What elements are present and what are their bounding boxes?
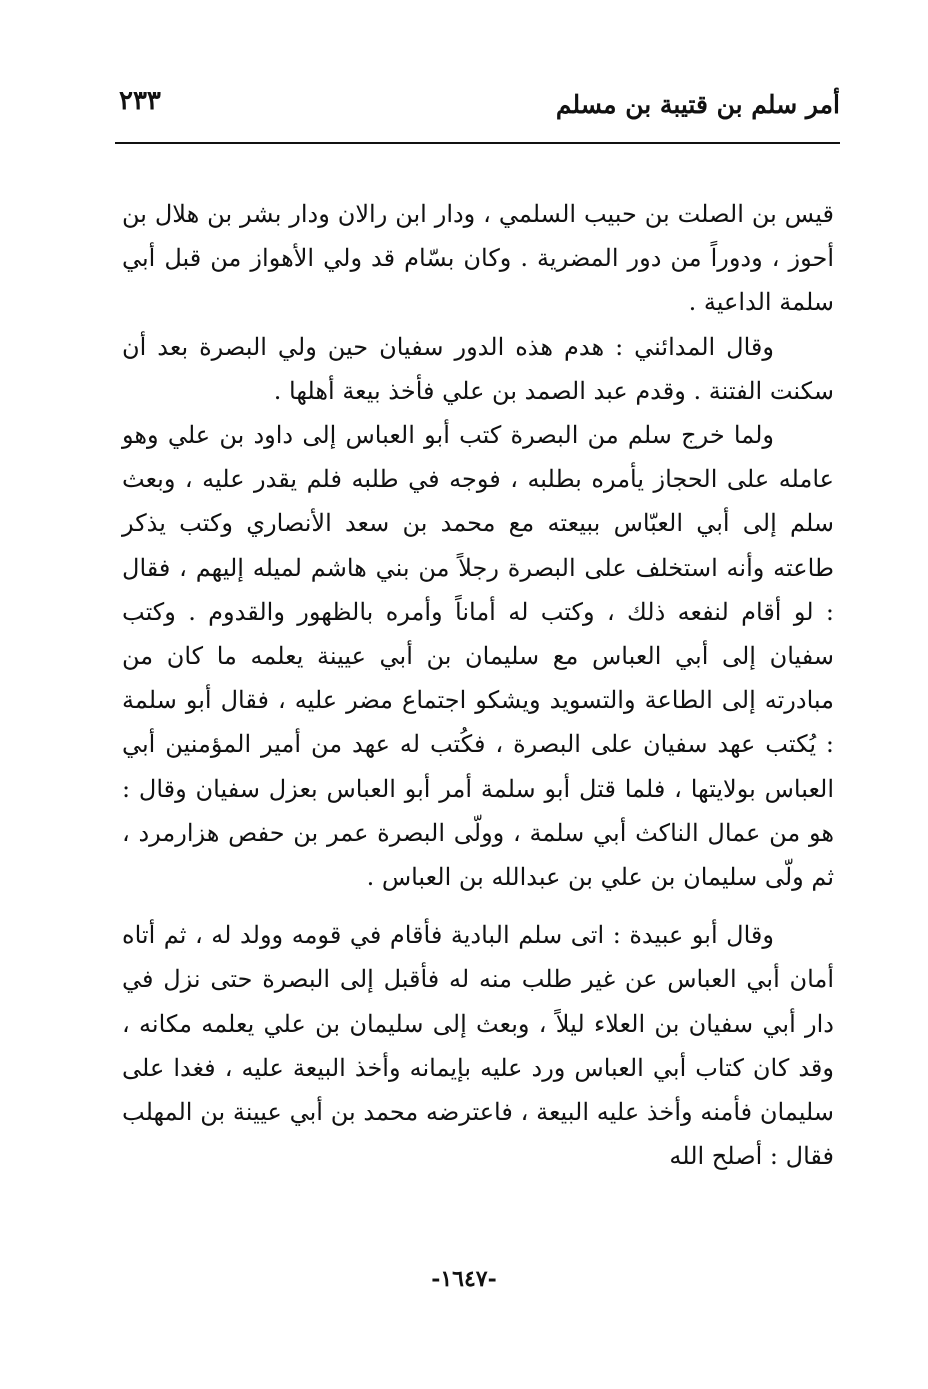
body-text xyxy=(122,192,834,1178)
running-header xyxy=(115,84,840,144)
paragraph: ولما خرج سلم من البصرة كتب أبو العباس إلى داود بن علي وهو عامله على الحجاز يأمره بطلبه ، فوجه في طلبه فلم يقدر عليه ، وبعث سلم إلى أبي العبّاس ببيعته مع محمد بن سعد الأنصاري وكتب يذكر طاعته وأنه استخلف على البصرة رجلاً من بني هاشم لميله إليهم ، فقال : لو أقام لنفعه ذلك ، وكتب له أماناً وأمره بالظهور والقدوم . وكتب سفيان إلى أبي العباس مع سليمان بن أبي عيينة يعلمه ما كان من مبادرته إلى الطاعة والتسويد ويشكو اجتماع مضر عليه ، فقال أبو سلمة : يُكتب عهد سفيان على البصرة ، فكُتب له عهد من أمير المؤمنين أبي العباس بولايتها ، فلما قتل أبو سلمة أمر أبو العباس بعزل سفيان وقال : هو من عمال الناكث أبي سلمة ، وولّى البصرة عمر بن حفص هزارمرد ، ثم ولّى سليمان بن علي بن عبدالله بن العباس . xyxy=(122,421,835,892)
paragraph: قيس بن الصلت بن حبيب السلمي ، ودار ابن رالان ودار بشر بن هلال بن أحوز ، ودوراً من دور المضرية . وكان بسّام قد ولي الأهواز من قبل أبي سلمة الداعية . xyxy=(122,200,834,317)
header-rule xyxy=(115,142,840,144)
paragraph: وقال أبو عبيدة : اتى سلم البادية فأقام في قومه وولد له ، ثم أتاه أمان أبي العباس عن غير طلب منه له فأقبل إلى البصرة حتى نزل في دار أبي سفيان بن العلاء ليلاً ، وبعث إلى سليمان بن علي يعلمه مكانه ، وقد كان كتاب أبي العباس ورد عليه بإيمانه وأخذ البيعة عليه ، فغدا على سليمان فأمنه وأخذ عليه البيعة ، فاعترضه محمد بن أبي عيينة بن المهلب فقال : أصلح الله xyxy=(122,921,834,1171)
page-number: ٢٣٣ xyxy=(119,86,161,116)
chapter-title: أمر سلم بن قتيبة بن مسلم xyxy=(555,90,840,119)
footer-page-number: -١٦٤٧- xyxy=(431,1266,497,1292)
paragraph: وقال المدائني : هدم هذه الدور سفيان حين ولي البصرة بعد أن سكنت الفتنة . وقدم عبد الصمد بن علي فأخذ بيعة أهلها . xyxy=(122,332,834,405)
